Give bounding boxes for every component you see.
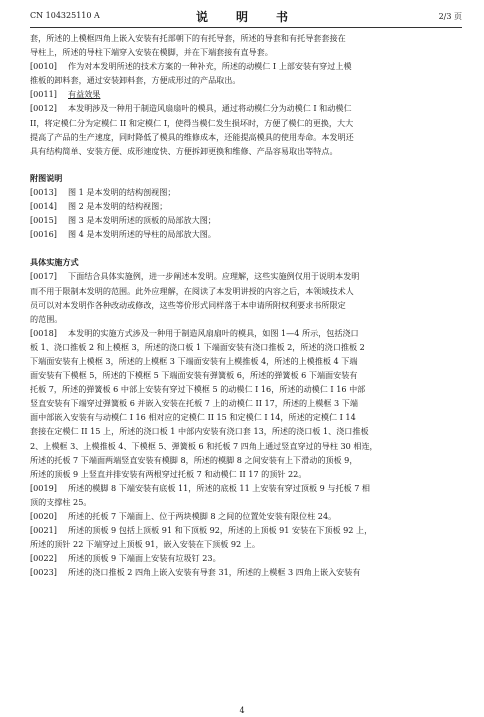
paragraph-0019 [30, 481, 462, 495]
spacer [30, 241, 462, 255]
paragraph-0014 [30, 199, 462, 213]
text-line: 所述的模脚 8 下端安装有底板 11，所述的底板 11 上安装有穿过顶板 9 与托板 7 相 [68, 482, 371, 493]
paragraph-0023 [30, 565, 462, 579]
text-line: 面中部嵌入安装有与动模仁 I 16 相对应的定模仁 II 15 和定模仁 I 14，所述的定模仁 I 14 [30, 412, 356, 423]
text-line: 员可以对本发明作各种改动或修改，这些等价形式同样落于本申请所附权利要求书所限定 [30, 299, 346, 310]
text-line: 图 4 是本发明所述的导柱的局部放大图。 [68, 229, 216, 240]
document-body [30, 31, 462, 579]
text-line: 图 1 是本发明的结构剖视图； [68, 186, 176, 197]
page-header [30, 8, 462, 28]
paragraph-number: [0013] [30, 186, 57, 197]
text-line: 所述的顶板 9 包括上顶板 91 和下顶板 92，所述的上顶板 91 安装在下顶板 92 上， [68, 525, 373, 536]
paragraph-number: [0020] [30, 511, 57, 521]
text-line: 下端面安装有上模框 3，所述的上模框 3 下端面安装有上模推板 4，所述的上模推板 4 下端 [30, 355, 358, 366]
text-line: 2、上模框 3、上模推板 4、下模框 5、弹簧板 6 和托板 7 四角上通过竖直穿过的导柱 30 相连， [30, 440, 378, 451]
paragraph-0011 [30, 87, 462, 101]
paragraph-number: [0018] [30, 327, 57, 338]
text-line: 所述的顶板 9 下端面上安装有垃圾钉 23。 [68, 553, 221, 564]
text-line: 图 3 是本发明所述的顶板的局部放大图； [68, 215, 216, 226]
spacer [30, 158, 462, 171]
text-line: 的范围。 [30, 313, 63, 324]
page-title: 说 明 书 [195, 10, 296, 24]
doc-number: CN 104325110 A [30, 11, 100, 20]
paragraph-number: [0023] [30, 567, 57, 578]
text-line: 本发明涉及一种用于制造风扇扇叶的模具，通过将动模仁分为动模仁 I 和动模仁 [68, 103, 352, 114]
text-line: II，将定模仁分为定模仁 II 和定模仁 I，使得当模仁发生损坏时，方便了模仁的更换，大大 [30, 117, 354, 128]
text-line: 本发明的实施方式涉及一种用于制造风扇扇叶的模具，如图 1—4 所示，包括浇口 [68, 327, 359, 338]
paragraph-number: [0015] [30, 215, 57, 226]
section-heading-embodiments: 具体实施方式 [30, 257, 79, 268]
text-line: 提高了产品的生产速度，同时降低了模具的维修成本，还能提高模具的使用寿命。本发明还 [30, 131, 354, 142]
text-line: 套接在定模仁 II 15 上，所述的浇口板 1 中部内安装有浇口套 13，所述的浇口板 1、浇口推板 [30, 426, 369, 437]
text-line: 推板的卸料套，通过安装卸料套，方便成形过的产品取出。 [30, 75, 241, 86]
text-line: 所述的顶针 22 下端穿过上顶板 91，嵌入安装在下顶板 92 上。 [30, 539, 260, 550]
text-line: 所述的托板 7 下端面两端竖直安装有模脚 8，所述的模脚 8 之间安装有上下滑动的顶板 9， [30, 454, 358, 465]
paragraph-0021 [30, 523, 462, 537]
paragraph-number: [0016] [30, 229, 57, 240]
paragraph-number: [0019] [30, 482, 57, 493]
text-line: 下面结合具体实施例，进一步阐述本发明。应理解，这些实施例仅用于说明本发明 [68, 271, 360, 282]
text-line: 所述的浇口推板 2 四角上嵌入安装有导套 31，所述的上模框 3 四角上嵌入安装有 [68, 567, 361, 578]
paragraph-number: [0021] [30, 525, 57, 536]
paragraph-0010 [30, 59, 462, 73]
header-divider [30, 27, 462, 28]
paragraph-number: [0017] [30, 271, 57, 282]
paragraph-0016 [30, 227, 462, 241]
text-line: 面安装有下模框 5，所述的下模框 5 下端面安装有弹簧板 6，所述的弹簧板 6 下端面安装有 [30, 370, 358, 381]
paragraph-number: [0014] [30, 201, 57, 212]
paragraph-0012 [30, 101, 462, 115]
paragraph-0017 [30, 269, 462, 283]
text-line: 托板 7，所述的弹簧板 6 中部上安装有穿过下模框 5 的动模仁 I 16，所述的动模仁 I 16 中部 [30, 384, 366, 395]
text-line: 所述的顶板 9 上竖直并排安装有两根穿过托板 7 和动模仁 II 17 的顶针 22。 [30, 468, 307, 479]
paragraph-number: [0022] [30, 553, 57, 564]
text-line: 套，所述的上模框四角上嵌入安装有托部朝下的有托导套，所述的导套和有托导套套接在 [30, 33, 346, 43]
text-line: 所述的托板 7 下端面上、位于两块模脚 8 之间的位置处安装有限位柱 24。 [68, 511, 337, 521]
paragraph-0013 [30, 185, 462, 199]
text-line: 而不用于限制本发明的范围。此外应理解，在阅读了本发明讲授的内容之后，本领域技术人 [30, 285, 354, 296]
subsection-heading: 有益效果 [68, 89, 101, 100]
paragraph-0015 [30, 213, 462, 227]
paragraph-0018 [30, 326, 462, 340]
paragraph-number: [0010] [30, 61, 57, 72]
text-line: 导柱上，所述的导柱下端穿入安装在模脚，并在下端套接有直导套。 [30, 47, 273, 58]
paragraph-0022 [30, 551, 462, 565]
paragraph-0020 [30, 509, 462, 523]
page-info: 2/3 页 [438, 12, 462, 21]
section-heading-figures: 附图说明 [30, 172, 63, 183]
paragraph-number: [0012] [30, 103, 57, 114]
page-number: 4 [239, 706, 245, 715]
paragraph-number: [0011] [30, 89, 57, 100]
text-line: 竖直安装有下端穿过弹簧板 6 并嵌入安装在托板 7 上的动模仁 II 17，所述的上模框 3 下端 [30, 398, 358, 409]
text-line: 板 1、浇口推板 2 和上模框 3，所述的浇口板 1 下端面安装有浇口推板 2，所述的浇口推板 2 [30, 341, 365, 352]
text-line: 图 2 是本发明的结构视图； [68, 201, 168, 212]
text-line: 顶的支撑柱 25。 [30, 496, 92, 507]
text-line: 具有结构简单、安装方便、成形速度快、方便拆卸更换和维修、产品容易取出等特点。 [30, 145, 338, 156]
text-line: 作为对本发明所述的技术方案的一种补充，所述的动模仁 I 上部安装有穿过上模 [68, 61, 352, 72]
